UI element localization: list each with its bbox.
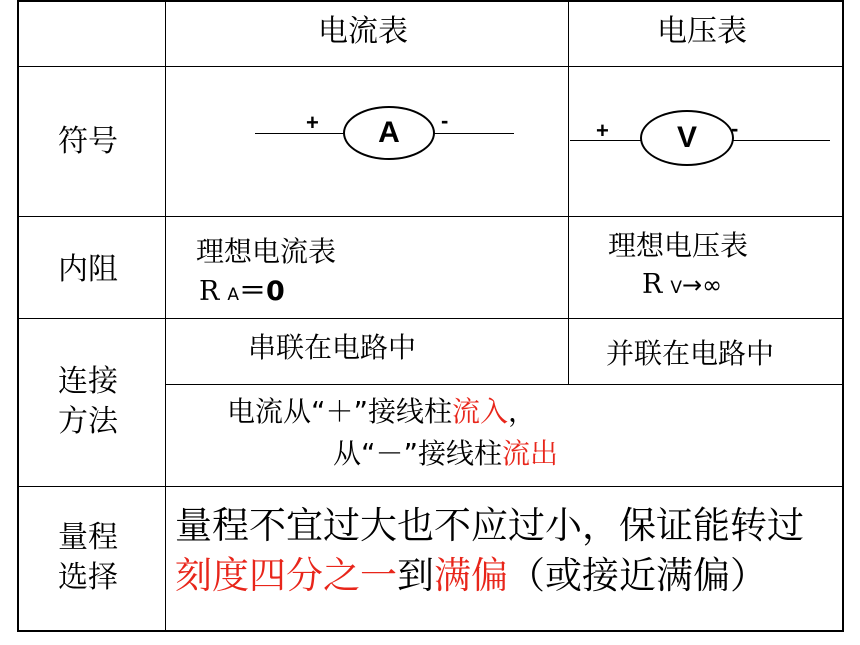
row-divider-3	[17, 318, 844, 319]
column-divider-2	[568, 0, 569, 384]
range-text-line-2	[175, 554, 767, 598]
voltmeter-r-symbol: R	[642, 269, 663, 300]
row-label-range-1: 量程	[58, 520, 118, 555]
current-direction-note-1	[227, 395, 536, 429]
row-label-symbol: 符号	[58, 124, 118, 159]
header-ammeter: 电流表	[318, 14, 408, 49]
ammeter-r-value: ＝0	[238, 276, 285, 307]
voltmeter-letter: V	[676, 121, 697, 154]
voltmeter-circle	[640, 110, 734, 166]
voltmeter-r-subscript: V	[670, 278, 682, 298]
note-1-comma: ，	[508, 395, 537, 428]
table-border-right	[842, 0, 844, 632]
row-label-connection-2: 方法	[58, 404, 118, 439]
voltmeter-resistance-formula	[642, 267, 722, 306]
ammeter-letter: A	[378, 116, 400, 149]
table-border-bottom	[17, 630, 844, 632]
voltmeter-minus-sign: -	[731, 116, 739, 141]
range-text-to: 到	[397, 554, 434, 597]
column-divider-1	[165, 0, 166, 632]
note-1-text: 电流从“＋”接线柱	[227, 395, 453, 428]
voltmeter-wire-right	[728, 140, 830, 141]
note-1-highlight: 流入	[452, 395, 509, 428]
row-divider-2	[17, 216, 844, 217]
note-2-text: 从“－”接线柱	[333, 437, 503, 470]
ammeter-circle	[343, 106, 435, 160]
voltmeter-connection: 并联在电路中	[606, 337, 775, 370]
note-2-highlight: 流出	[502, 437, 559, 470]
ammeter-r-subscript: A	[227, 285, 239, 305]
voltmeter-plus-sign: +	[596, 118, 609, 143]
current-direction-note-2	[333, 437, 558, 471]
range-highlight-quarter: 刻度四分之一	[175, 554, 397, 597]
row-divider-4	[165, 384, 844, 385]
row-divider-1	[17, 66, 844, 67]
range-text-note: （或接近满偏）	[508, 554, 767, 597]
row-label-connection-1: 连接	[58, 364, 118, 399]
ammeter-ideal-label: 理想电流表	[196, 235, 337, 268]
ammeter-minus-sign: -	[441, 108, 449, 133]
ammeter-wire-left	[255, 133, 347, 134]
ammeter-resistance-formula	[199, 274, 285, 313]
range-text-line-1: 量程不宜过大也不应过小，保证能转过	[175, 504, 804, 547]
table-border-top	[17, 0, 844, 2]
row-label-resistance: 内阻	[58, 252, 118, 287]
voltmeter-r-value: →∞	[681, 271, 723, 299]
row-label-range-2: 选择	[58, 560, 118, 595]
row-divider-5	[17, 486, 844, 487]
ammeter-r-symbol: R	[199, 276, 220, 307]
header-voltmeter: 电压表	[657, 14, 747, 49]
ammeter-connection: 串联在电路中	[248, 331, 417, 364]
range-highlight-full: 满偏	[434, 554, 508, 597]
ammeter-plus-sign: +	[306, 110, 319, 135]
voltmeter-ideal-label: 理想电压表	[608, 229, 749, 262]
table-border-left	[17, 0, 19, 632]
